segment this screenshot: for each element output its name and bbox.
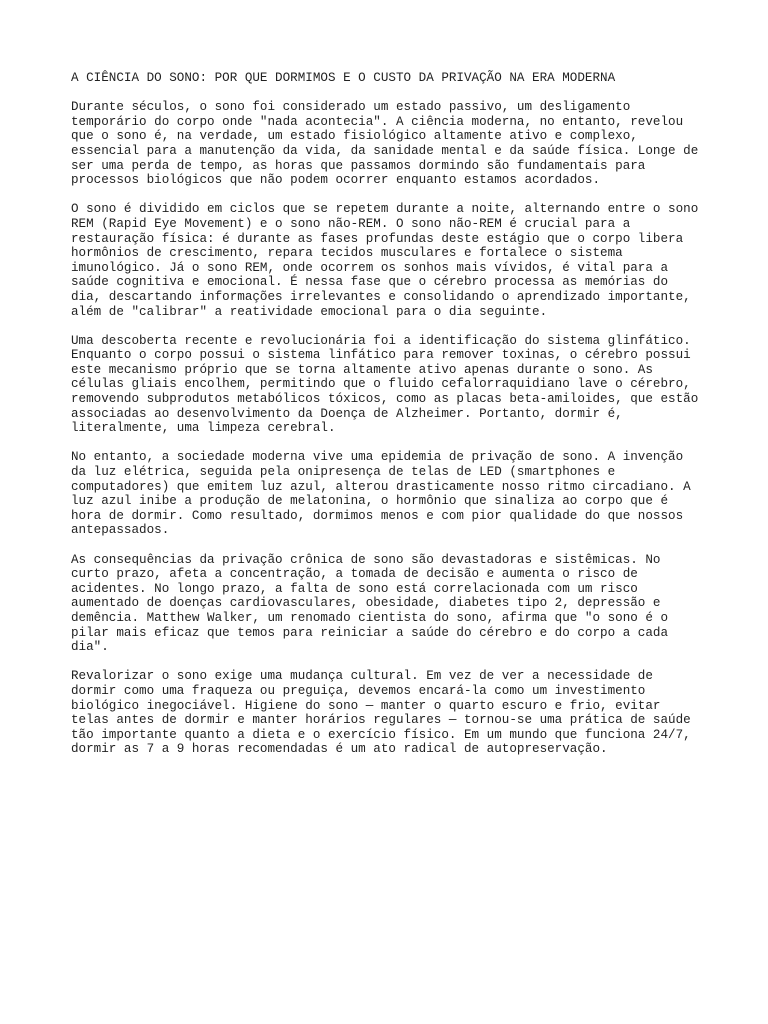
paragraph-sleep-deprivation: No entanto, a sociedade moderna vive uma epidemia de privação de sono. A invenção da luz elétrica, seguida pela onipresença de telas de LED (smartphones e computadores) que emitem luz azul, alterou drasticamente nosso ritmo circadiano. A luz azul inibe a produção de melatonina, o hormônio que sinaliza ao corpo que é hora de dormir. Como resultado, dormimos menos e com pior qualidade do que nossos antepassados. — [71, 450, 691, 538]
paragraph-intro: Durante séculos, o sono foi considerado um estado passivo, um desligamento temporário do corpo onde "nada acontecia". A ciência moderna, no entanto, revelou que o sono é, na verdade, um estado fisiológico altamente ativo e complexo, essencial para a manutenção da vida, da sanidade mental e da saúde física. Longe de ser uma perda de tempo, as horas que passamos dormindo são fundamentais para processos biológicos que não podem ocorrer enquanto estamos acordados. — [71, 100, 699, 188]
document-title: A CIÊNCIA DO SONO: POR QUE DORMIMOS E O CUSTO DA PRIVAÇÃO NA ERA MODERNA — [71, 71, 616, 85]
paragraph-consequences: As consequências da privação crônica de sono são devastadoras e sistêmicas. No curto prazo, afeta a concentração, a tomada de decisão e aumenta o risco de acidentes. No longo prazo, a falta de sono está correlacionada com um risco aumentado de doenças cardiovasculares, obesidade, diabetes tipo 2, depressão e demência. Matthew Walker, um renomado cientista do sono, afirma que "o sono é o pilar mais eficaz que temos para reiniciar a saúde do cérebro e do corpo a cada dia". — [71, 552, 669, 655]
paragraph-glymphatic-system: Uma descoberta recente e revolucionária foi a identificação do sistema glinfático. Enquanto o corpo possui o sistema linfático para remover toxinas, o cérebro possui este mecanismo próprio que se torna altamente ativo apenas durante o sono. As células gliais encolhem, permitindo que o fluido cefalorraquidiano lave o cérebro, removendo subprodutos metabólicos tóxicos, como as placas beta-amiloides, que estão associadas ao desenvolvimento da Doença de Alzheimer. Portanto, dormir é, literalmente, uma limpeza cerebral. — [71, 333, 699, 436]
paragraph-conclusion: Revalorizar o sono exige uma mudança cultural. Em vez de ver a necessidade de dormir como uma fraqueza ou preguiça, devemos encará-la como um investimento biológico inegociável. Higiene do sono — manter o quarto escuro e frio, evitar telas antes de dormir e manter horários regulares — tornou-se uma prática de saúde tão importante quanto a dieta e o exercício físico. Em um mundo que funciona 24/7, dormir as 7 a 9 horas recomendadas é um ato radical de autopreservação. — [71, 669, 691, 757]
document-body — [71, 71, 711, 772]
paragraph-sleep-cycles: O sono é dividido em ciclos que se repetem durante a noite, alternando entre o sono REM (Rapid Eye Movement) e o sono não-REM. O sono não-REM é crucial para a restauração física: é durante as fases profundas deste estágio que o corpo libera hormônios de crescimento, repara tecidos musculares e fortalece o sistema imunológico. Já o sono REM, onde ocorrem os sonhos mais vívidos, é vital para a saúde cognitiva e emocional. É nessa fase que o cérebro processa as memórias do dia, descartando informações irrelevantes e consolidando o aprendizado importante, além de "calibrar" a reatividade emocional para o dia seguinte. — [71, 202, 699, 319]
